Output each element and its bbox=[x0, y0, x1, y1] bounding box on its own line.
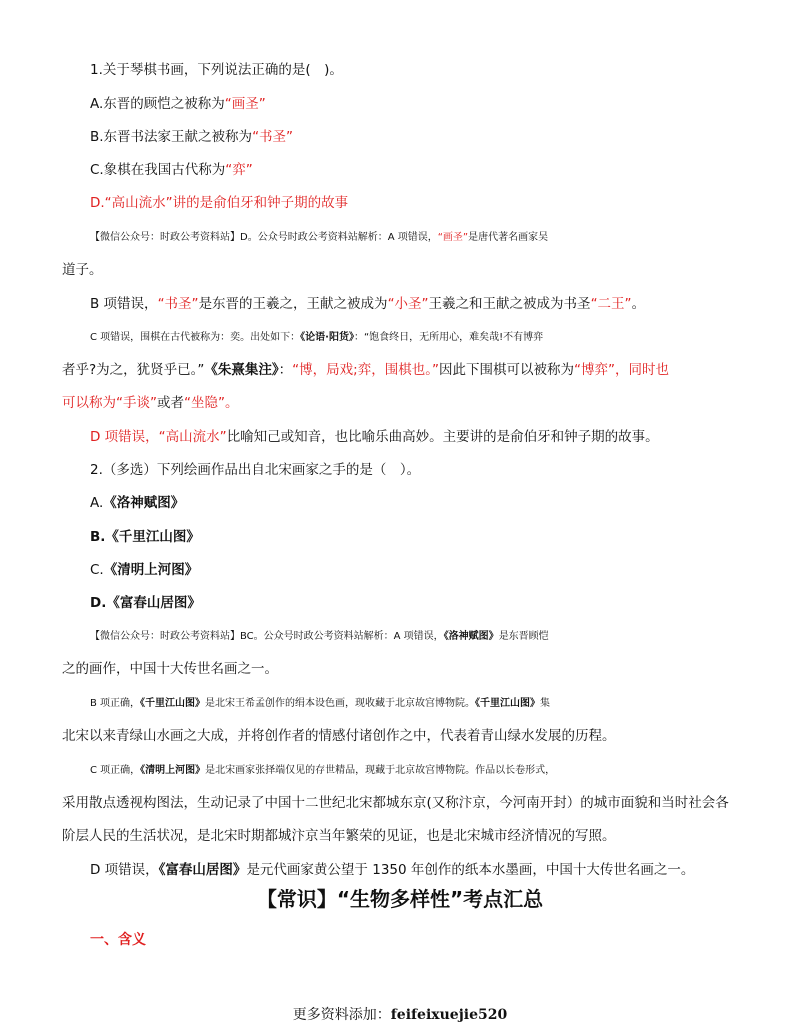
section-subtitle: 一、含义 bbox=[90, 932, 146, 948]
q2-explain-c: C 项正确，《清明上河图》是北宋画家张择端仅见的存世精品，现藏于北京故宫博物院。作品以长卷形式， 采用散点透视构图法，生动记录了中国十二世纪北宋都城东京(又称汴京，今河南开封）的城市面貌和当时社会各 阶层人民的生活状况，是北宋时期都城汴京当年繁荣的见证，也是北宋城市经济情况的写照。 bbox=[62, 765, 729, 844]
footer-label: 更多资料添加： bbox=[292, 1007, 391, 1023]
q1-answer: 【微信公众号：时政公考资料站】D。公众号时政公考资料站解析：A 项错误，“画圣”是唐代著名画家吴 道子。 bbox=[62, 232, 549, 278]
footer-contact-id: feifeixuejie520 bbox=[390, 1007, 508, 1023]
q1-option-d: D.“高山流水”讲的是俞伯牙和钟子期的故事 bbox=[90, 195, 349, 211]
q1-explain-c: C 项错误，围棋在古代被称为：奕。出处如下：《论语·阳货》：“饱食终日，无所用心，难矣哉!不有博弈 者乎?为之，犹贤乎已。”《朱熹集注》：“博，局戏;弈，围棋也。”因此下围棋可以被称为“博弈”，同时也 可以称为“手谈”或者“坐隐”。 bbox=[62, 332, 669, 411]
q2-option-a: A.《洛神赋图》 bbox=[90, 495, 185, 511]
q2-explain-d: D 项错误，《富春山居图》是元代画家黄公望于 1350 年创作的纸本水墨画，中国十大传世名画之一。 bbox=[90, 862, 695, 878]
q1-explain-b: B 项错误，“书圣”是东晋的王羲之，王献之被成为“小圣”王羲之和王献之被成为书圣“二王”。 bbox=[90, 296, 646, 312]
footer-contact bbox=[0, 1004, 800, 1024]
q1-option-c: C.象棋在我国古代称为“弈” bbox=[90, 162, 253, 178]
q2-stem: 2.（多选）下列绘画作品出自北宋画家之手的是（ ）。 bbox=[90, 462, 421, 478]
q2-option-c: C.《清明上河图》 bbox=[90, 562, 199, 578]
q1-option-a: A.东晋的顾恺之被称为“画圣” bbox=[90, 96, 266, 112]
q1-explain-d: D 项错误，“高山流水”比喻知己或知音，也比喻乐曲高妙。主要讲的是俞伯牙和钟子期的故事。 bbox=[90, 429, 659, 445]
q2-answer: 【微信公众号：时政公考资料站】BC。公众号时政公考资料站解析：A 项错误，《洛神赋图》是东晋顾恺 之的画作，中国十大传世名画之一。 bbox=[62, 631, 549, 677]
q2-option-d: D.《富春山居图》 bbox=[90, 595, 201, 611]
q1-stem: 1.关于琴棋书画，下列说法正确的是( )。 bbox=[90, 62, 343, 78]
q2-explain-b: B 项正确，《千里江山图》是北宋王希孟创作的绢本设色画，现收藏于北京故宫博物院。《千里江山图》集 北宋以来青绿山水画之大成，并将创作者的情感付诸创作之中，代表着青山绿水发展的历程。 bbox=[62, 698, 616, 744]
q2-option-b: B.《千里江山图》 bbox=[90, 529, 200, 545]
section-title: 【常识】“生物多样性”考点汇总 bbox=[256, 887, 544, 911]
q1-option-b: B.东晋书法家王献之被称为“书圣” bbox=[90, 129, 294, 145]
